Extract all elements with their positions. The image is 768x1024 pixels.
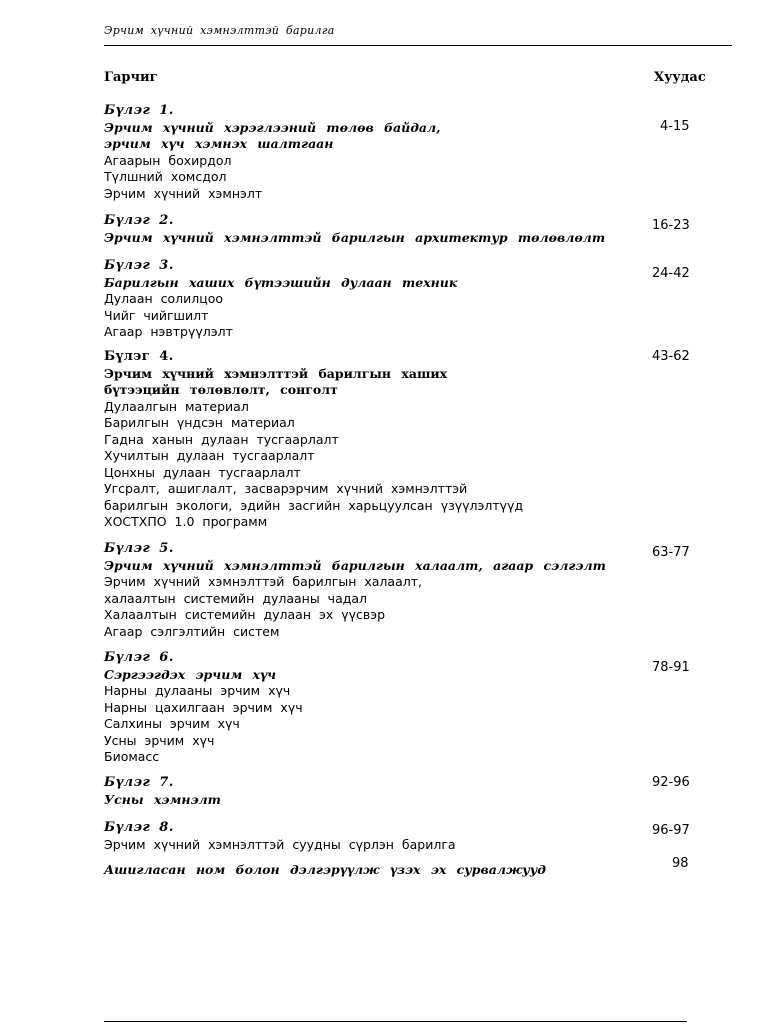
chapter-6-item-3: Салхины эрчим хүч [104, 716, 240, 731]
chapter-5-item-2: халаалтын системийн дулааны чадал [104, 590, 368, 606]
running-header: Эрчим хүчний хэмнэлттэй барилга [104, 24, 335, 37]
chapter-3-item-2: Чийг чийгшилт [104, 307, 209, 323]
chapter-6-item-1: Нарны дулааны эрчим хүч [104, 683, 291, 698]
chapter-7-pages: 92-96 [652, 775, 690, 790]
chapter-7-label: Бүлэг 7. [104, 775, 174, 790]
chapter-5-title-line-1: Эрчим хүчний хэмнэлттэй барилгын халаалт, агаар сэлгэлт [104, 557, 606, 573]
chapter-6-item-2: Нарны цахилгаан эрчим хүч [104, 699, 303, 715]
chapter-5-item-1: Эрчим хүчний хэмнэлттэй барилгын халаалт, [104, 574, 422, 589]
chapter-4-item-5: Цонхны дулаан тусгаарлалт [104, 464, 301, 480]
chapter-4-title-line-1: Эрчим хүчний хэмнэлттэй барилгын хаших [104, 365, 448, 381]
toc-column-title: Гарчиг [104, 70, 158, 85]
chapter-3-label: Бүлэг 3. [104, 258, 174, 273]
chapter-2-title-line-1: Эрчим хүчний хэмнэлттэй барилгын архитектур төлөвлөлт [104, 229, 606, 245]
chapter-1-title-line-2: эрчим хүч хэмнэх шалтгаан [104, 136, 334, 151]
chapter-8-pages: 96-97 [652, 823, 690, 838]
chapter-4-item-4: Хучилтын дулаан тусгаарлалт [104, 448, 315, 463]
toc-chapter-7 [104, 775, 704, 808]
references-pages: 98 [672, 856, 689, 871]
chapter-4-item-1: Дулаалгын материал [104, 398, 249, 414]
chapter-4-item-8: ХОСТХПО 1.0 программ [104, 514, 268, 529]
chapter-5-label: Бүлэг 5. [104, 541, 174, 556]
chapter-1-pages: 4-15 [660, 119, 690, 134]
chapter-4-title-line-2: бүтээцийн төлөвлөлт, сонголт [104, 382, 338, 397]
chapter-1-title-line-1: Эрчим хүчний хэрэглээний төлөв байдал, [104, 119, 441, 135]
chapter-1-item-2: Түлшний хомсдол [104, 169, 227, 184]
chapter-4-pages: 43-62 [652, 349, 690, 364]
chapter-2-label: Бүлэг 2. [104, 213, 174, 228]
chapter-8-item-1: Эрчим хүчний хэмнэлттэй суудны сүрлэн барилга [104, 836, 456, 852]
chapter-4-item-2: Барилгын үндсэн материал [104, 415, 295, 430]
chapter-3-title-line-1: Барилгын хаших бүтээшийн дулаан техник [104, 274, 458, 290]
chapter-6-label: Бүлэг 6. [104, 650, 174, 665]
chapter-4-item-3: Гадна ханын дулаан тусгаарлалт [104, 431, 339, 447]
chapter-7-title-line-1: Усны хэмнэлт [104, 791, 221, 807]
toc-chapter-4 [104, 349, 704, 531]
chapter-4-item-7: барилгын экологи, эдийн засгийн харьцуулсан үзүүлэлтүүд [104, 497, 524, 513]
chapter-5-pages: 63-77 [652, 545, 690, 560]
references-title: Ашигласан ном болон дэлгэрүүлж үзэх эх сурвалжууд [104, 862, 546, 877]
toc-chapter-5 [104, 541, 704, 640]
chapter-1-label: Бүлэг 1. [104, 103, 174, 118]
chapter-8-label: Бүлэг 8. [104, 820, 174, 835]
toc-chapter-2 [104, 213, 704, 246]
chapter-6-item-4: Усны эрчим хүч [104, 732, 215, 748]
chapter-5-item-4: Агаар сэлгэлтийн систем [104, 623, 280, 639]
chapter-6-pages: 78-91 [652, 660, 690, 675]
chapter-3-pages: 24-42 [652, 266, 690, 281]
header-rule [104, 45, 732, 46]
toc-chapter-8 [104, 820, 704, 853]
chapter-3-item-1: Дулаан солилцоо [104, 291, 224, 306]
chapter-3-item-3: Агаар нэвтрүүлэлт [104, 324, 233, 339]
footer-rule [104, 1021, 687, 1022]
chapter-4-label: Бүлэг 4. [104, 349, 174, 364]
chapter-1-item-3: Эрчим хүчний хэмнэлт [104, 185, 263, 201]
chapter-5-item-3: Халаалтын системийн дулаан эх үүсвэр [104, 607, 386, 622]
chapter-4-item-6: Угсралт, ашиглалт, засварэрчим хүчний хэмнэлттэй [104, 481, 468, 496]
toc-chapter-3 [104, 258, 704, 341]
toc-pages-column-title: Хуудас [654, 70, 706, 85]
toc-chapter-1 [104, 103, 704, 202]
toc-chapter-6 [104, 650, 704, 766]
chapter-2-pages: 16-23 [652, 218, 690, 233]
toc-references [104, 862, 704, 879]
chapter-6-item-5: Биомасс [104, 749, 160, 764]
chapter-1-item-1: Агаарын бохирдол [104, 152, 232, 168]
chapter-6-title-line-1: Сэргээгдэх эрчим хүч [104, 666, 277, 682]
